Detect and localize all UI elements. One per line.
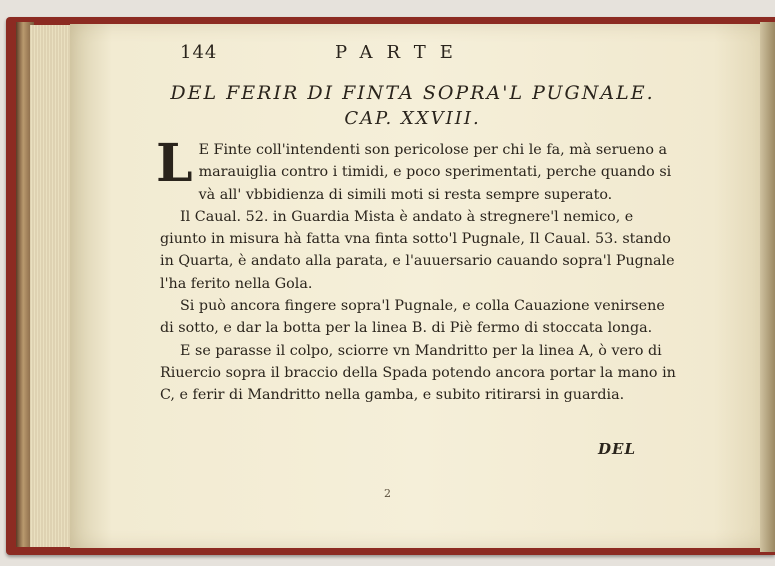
right-page-edge [760, 22, 775, 552]
text-line: giunto in misura hà fatta vna finta sotto'l Pugnale, Il Caual. 53. stando [160, 231, 671, 248]
text-line: Si può ancora fingere sopra'l Pugnale, e colla Cauazione venirsene [180, 298, 665, 315]
page-number: 144 [180, 42, 218, 63]
signature-mark: 2 [384, 487, 391, 500]
page-edges [30, 25, 73, 547]
text-line: l'ha ferito nella Gola. [160, 275, 313, 292]
text-line: di sotto, e dar la botta per la linea B. di Piè fermo di stoccata longa. [160, 320, 653, 337]
text-line: in Quarta, è andato alla parata, e l'auuersario cauando sopra'l Pugnale [160, 253, 675, 270]
chapter-title: DEL FERIR DI FINTA SOPRA'L PUGNALE. [170, 82, 655, 104]
text-line: Riuercio sopra il braccio della Spada potendo ancora portar la mano in [160, 364, 676, 381]
chapter-number: CAP. XXVIII. [344, 108, 481, 129]
paragraph-1 [156, 133, 672, 206]
catchword: DEL [598, 440, 636, 458]
text-line: E se parasse il colpo, sciorre vn Mandritto per la linea A, ò vero di [180, 342, 662, 359]
running-head: PARTE [335, 42, 467, 63]
drop-cap: L [156, 133, 193, 194]
text-line: C, e ferir di Mandritto nella gamba, e subito ritirarsi in guardia. [160, 387, 625, 404]
paragraph-4 [160, 340, 676, 407]
paragraph-3 [160, 295, 665, 340]
page-text [156, 38, 676, 407]
text-line: E Finte coll'intendenti son pericolose per chi le fa, mà serueno a [198, 142, 668, 158]
text-line: marauiglia contro i timidi, e poco sperimentati, perche quando si [198, 164, 672, 181]
paragraph-2 [160, 206, 675, 295]
page-header [160, 38, 665, 68]
text-line: Il Caual. 52. in Guardia Mista è andato à stregnere'l nemico, e [180, 208, 634, 225]
body-text [156, 133, 676, 407]
text-line: và all' vbbidienza di simili moti si resta sempre superato. [198, 186, 613, 203]
